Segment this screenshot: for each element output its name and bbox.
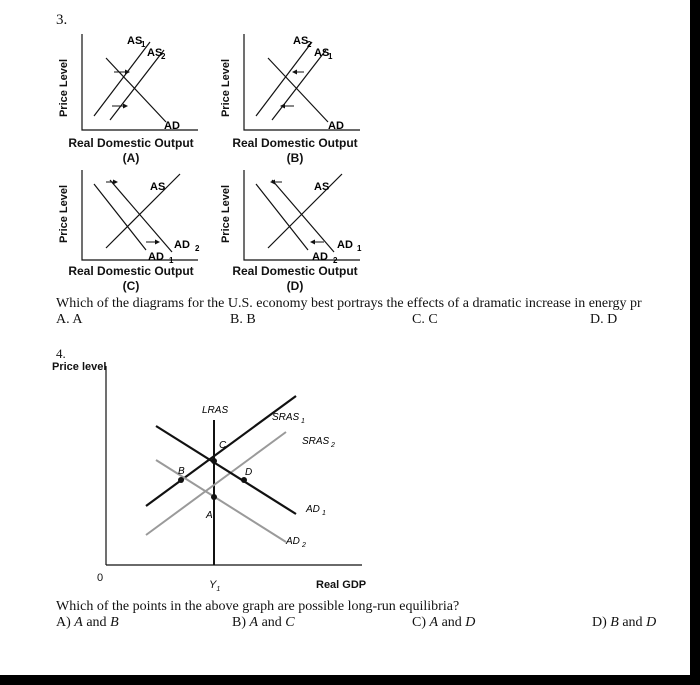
q4-sras1-curve (146, 432, 286, 535)
panel-a-as1-sub: 1 (141, 40, 146, 49)
panel-d-ad2-label: AD (312, 251, 328, 263)
q4-point-b-label: B (178, 466, 185, 477)
panel-d-xlabel: Real Domestic Output (232, 264, 358, 278)
q4-ad2-label: AD (286, 536, 300, 547)
bottom-border (0, 675, 700, 685)
q4-lras-label: LRAS (202, 405, 229, 416)
q3-option-b[interactable]: B. B (230, 312, 256, 327)
q4-point-d-label: D (245, 467, 253, 478)
q4-point-a-label: A (206, 510, 213, 521)
panel-a-as2-sub: 2 (161, 52, 166, 61)
question-4-text: Which of the points in the above graph are possible long-run equilibria? (56, 599, 460, 614)
panel-a-ylabel: Price Level (58, 58, 70, 118)
right-border (690, 0, 700, 685)
panel-b-as1-label: AS (314, 47, 330, 59)
q4-origin: 0 (97, 572, 104, 584)
panel-b-as1-sub: 1 (328, 52, 333, 61)
panel-b-caption: (B) (286, 151, 304, 165)
q3-option-d[interactable]: D. D (590, 312, 618, 327)
panel-d-ad2-sub: 2 (333, 256, 338, 265)
q4-sras1-sub: 1 (301, 418, 305, 425)
panel-b-ad-label: AD (328, 120, 344, 132)
panel-b-as2-label: AS (293, 35, 309, 47)
q3-option-c[interactable]: C. C (412, 312, 438, 327)
panel-c-ad2-label: AD (174, 239, 190, 251)
question-4-number: 4. (56, 346, 66, 361)
q4-option-b[interactable]: B) A and C (232, 615, 295, 630)
q4-sras1-label: SRAS (272, 412, 300, 423)
q4-ytick: $Y_1$ (209, 579, 221, 594)
panel-a-ad-label: AD (164, 120, 180, 132)
panel-c-as-label: AS (150, 181, 166, 193)
q4-ylabel: Price level (52, 361, 107, 373)
question-3-text: Which of the diagrams for the U.S. economy best portrays the effects of a dramatic increase in energy pr (56, 296, 642, 311)
q4-option-d[interactable]: D) B and D (592, 615, 657, 630)
panel-b-ad-curve (268, 58, 328, 122)
q4-ad2-curve (156, 460, 286, 542)
panel-d-ad1-sub: 1 (357, 244, 362, 253)
panel-b-graph (242, 32, 362, 137)
q3-option-a[interactable]: A. A (56, 312, 83, 327)
panel-c-as-curve (106, 174, 180, 248)
q4-graph (100, 360, 400, 585)
q4-sras2-sub: 2 (331, 442, 335, 449)
q4-ad1-label: AD (306, 504, 320, 515)
panel-d-caption: (D) (286, 279, 304, 293)
q4-ad2-sub: 2 (302, 542, 306, 549)
panel-a-xlabel: Real Domestic Output (68, 136, 194, 150)
panel-c-ad1-sub: 1 (169, 256, 174, 265)
q4-point-b-dot (178, 477, 184, 483)
panel-a-graph (80, 32, 200, 137)
q4-ad1-sub: 1 (322, 510, 326, 517)
panel-c-ad1-label: AD (148, 251, 164, 263)
q4-xlabel: Real GDP (316, 579, 367, 591)
panel-b-xlabel: Real Domestic Output (232, 136, 358, 150)
panel-c-graph (80, 168, 200, 268)
panel-c-xlabel: Real Domestic Output (68, 264, 194, 278)
panel-a-as1-label: AS (127, 35, 143, 47)
panel-d-graph (242, 168, 362, 268)
q4-sras2-label: SRAS (302, 436, 330, 447)
panel-d-as-curve (268, 174, 342, 248)
panel-c-ylabel: Price Level (58, 184, 70, 244)
panel-a-as2-label: AS (147, 47, 163, 59)
q4-point-c-label: C (219, 440, 227, 451)
q4-option-a[interactable]: A) A and B (56, 615, 119, 630)
panel-d-as-label: AS (314, 181, 330, 193)
panel-a-caption: (A) (122, 151, 140, 165)
panel-d-ad1-label: AD (337, 239, 353, 251)
q4-option-c[interactable]: C) A and D (412, 615, 476, 630)
panel-a-ad-curve (106, 58, 166, 122)
panel-c-caption: (C) (122, 279, 140, 293)
panel-d-ad2-curve (256, 184, 308, 250)
q4-point-c-dot (211, 458, 217, 464)
q4-point-a-dot (211, 494, 217, 500)
panel-d-ylabel: Price Level (220, 184, 232, 244)
panel-b-ylabel: Price Level (220, 58, 232, 118)
panel-b-as2-sub: 2 (307, 40, 312, 49)
panel-c-ad2-sub: 2 (195, 244, 200, 253)
panel-c-ad1-curve (94, 184, 146, 250)
question-3-number: 3. (56, 12, 68, 28)
